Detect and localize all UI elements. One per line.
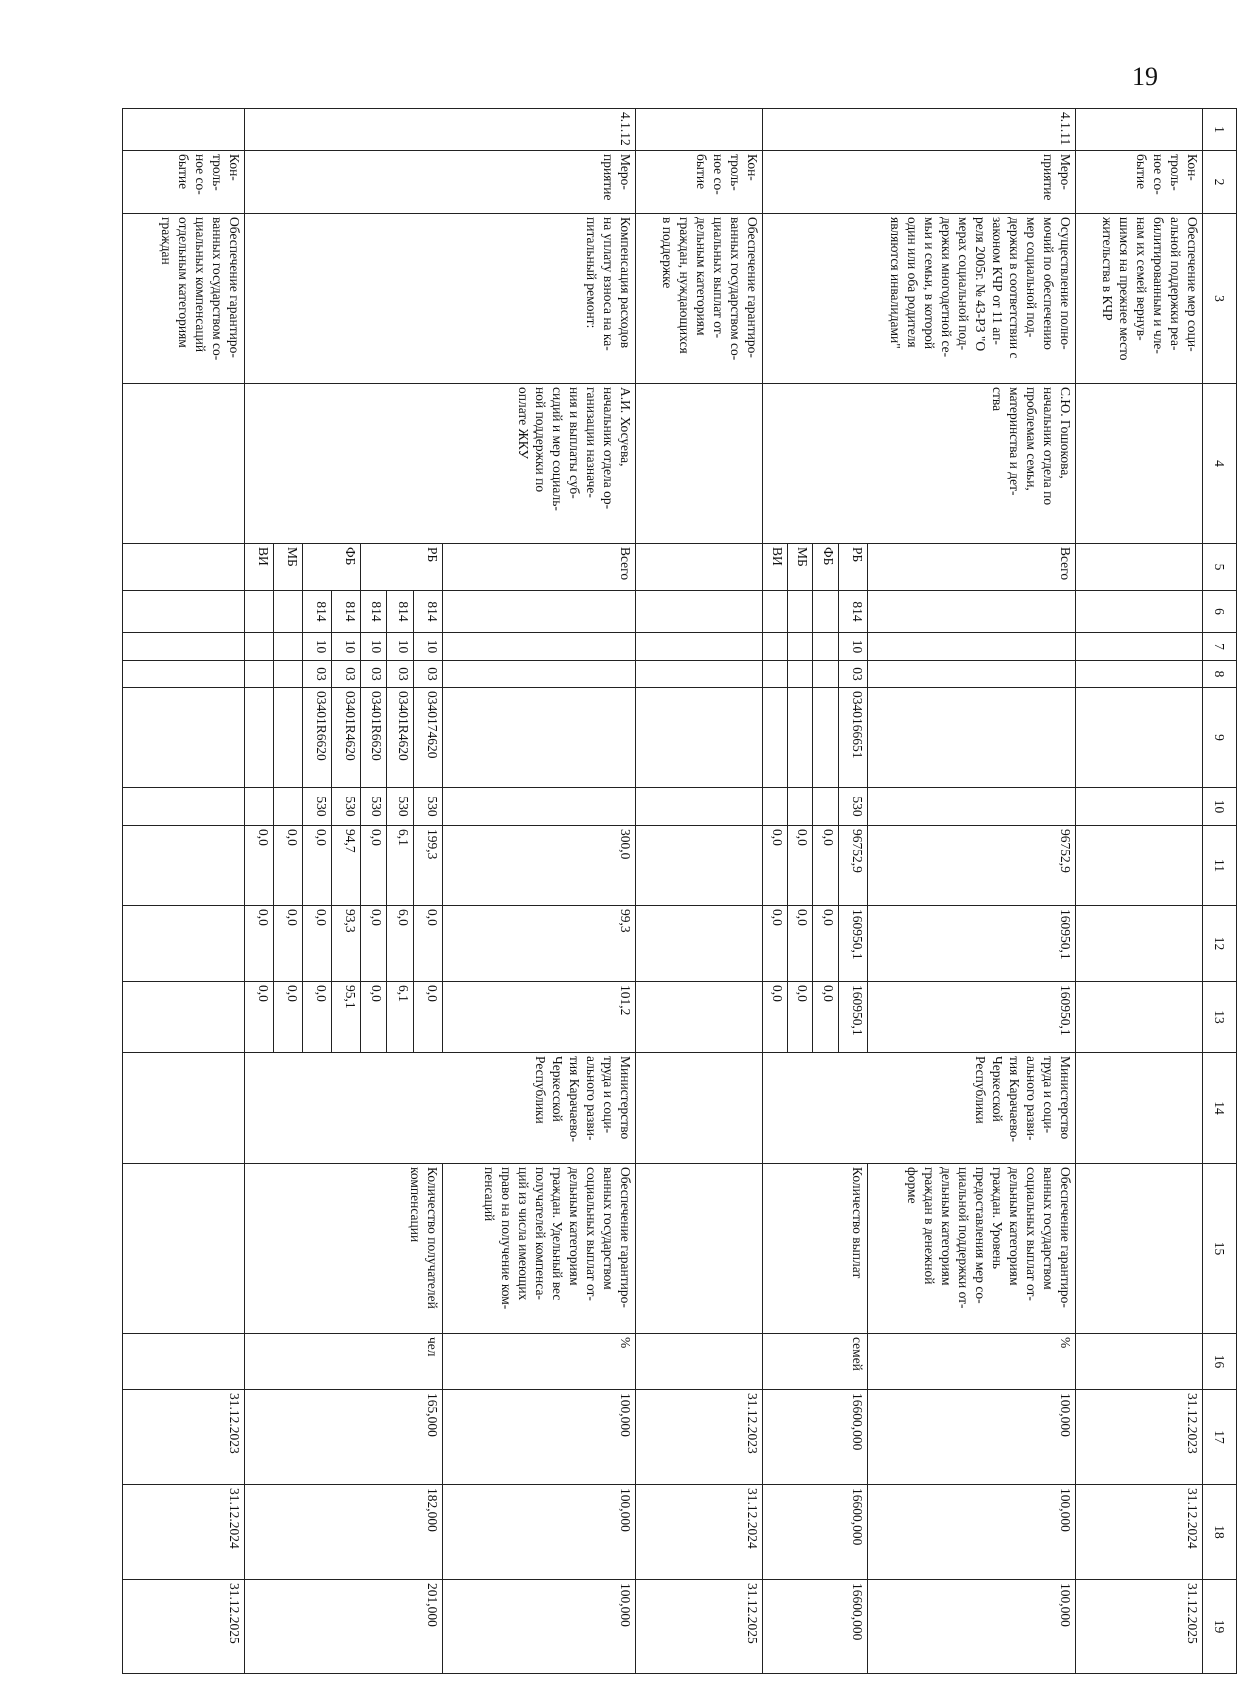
- date-2025: 31.12.2025: [1076, 1580, 1203, 1674]
- indicator-value: 16600,000: [762, 1580, 867, 1674]
- amount: 96752,9: [838, 826, 867, 906]
- row-name: Компенсация расходов на уплату взноса на ка- питальный ремонт:: [245, 214, 636, 384]
- col-header: 12: [1203, 906, 1237, 982]
- amount: 0,0: [762, 982, 787, 1053]
- total-2023: 96752,9: [867, 826, 1076, 906]
- vr-code: 530: [302, 788, 331, 826]
- amount: 0,0: [360, 826, 387, 906]
- pr-code: 03: [838, 661, 867, 688]
- grbs-code: 814: [360, 591, 387, 633]
- pr-code: 03: [302, 661, 331, 688]
- total-2023: 300,0: [442, 826, 635, 906]
- row-name: Обеспечение гарантиро- ванных государством со- циальных выплат от- дельным категориям граждан, нуждающихся в поддержке: [636, 214, 763, 384]
- vr-code: 530: [331, 788, 360, 826]
- total-2025: 160950,1: [867, 982, 1076, 1053]
- amount: 160950,1: [838, 982, 867, 1053]
- date-2024: 31.12.2024: [1076, 1485, 1203, 1580]
- amount: 160950,1: [838, 906, 867, 982]
- row-type: Кон- троль- ное со- бытие: [1076, 151, 1203, 214]
- col-header: 4: [1203, 384, 1237, 544]
- total-2024: 99,3: [442, 906, 635, 982]
- indicator-value: 165,000: [245, 1390, 443, 1485]
- col-header: 2: [1203, 151, 1237, 214]
- ministry: Министерство труда и соци- ального разви- тия Карачаево- Черкесской Республики: [762, 1053, 1076, 1164]
- ministry: Министерство труда и соци- ального разви- тия Карачаево- Черкесской Республики: [245, 1053, 636, 1164]
- vr-code: 530: [387, 788, 414, 826]
- indicator-unit: %: [442, 1334, 635, 1390]
- col-header: 5: [1203, 544, 1237, 591]
- vr-code: 530: [360, 788, 387, 826]
- csr-code: 03401R6620: [360, 688, 387, 788]
- pr-code: 03: [387, 661, 414, 688]
- amount: 0,0: [302, 826, 331, 906]
- responsible-person: А.И. Хосуева, начальник отдела ор- ганизации назначе- ния и выплаты суб- сидий и мер социаль- ной поддержки по оплате ЖКУ: [245, 384, 636, 544]
- indicator-text: Обеспечение гарантиро- ванных государством социальных выплат от- дельным категориям граждан. Удельный вес получателей компенса- ций из числа имеющих право на получение ком- пенсаций: [442, 1164, 635, 1334]
- vr-code: 530: [838, 788, 867, 826]
- amount: 0,0: [273, 906, 302, 982]
- col-header: 8: [1203, 661, 1237, 688]
- indicator-value: 100,000: [442, 1580, 635, 1674]
- amount: 0,0: [788, 982, 813, 1053]
- pr-code: 03: [331, 661, 360, 688]
- indicator-text: Количество получателей компенсации: [245, 1164, 443, 1334]
- total-label: Всего: [442, 544, 635, 591]
- pr-code: 03: [413, 661, 442, 688]
- csr-code: 03401R4620: [331, 688, 360, 788]
- row-name: Обеспечение мер соци- альной поддержки реа- билитированным и чле- нам их семей вернув- шимся на прежнее место жительства в КЧР: [1076, 214, 1203, 384]
- row-code: 4.1.11: [762, 109, 1076, 151]
- amount: 0,0: [273, 826, 302, 906]
- row-name: Обеспечение гарантиро- ванных государством со- циальных компенсаций отдельным категориям граждан: [123, 214, 245, 384]
- row-type: Меро- приятие: [245, 151, 636, 214]
- csr-code: 0340174620: [413, 688, 442, 788]
- budget-label: ФБ: [302, 544, 360, 591]
- budget-label: МБ: [273, 544, 302, 591]
- landscape-content: [122, 108, 1237, 1673]
- amount: 0,0: [360, 906, 387, 982]
- col-header: 3: [1203, 214, 1237, 384]
- grbs-code: 814: [838, 591, 867, 633]
- indicator-text: Количество выплат: [762, 1164, 867, 1334]
- col-header: 19: [1203, 1580, 1237, 1674]
- amount: 0,0: [245, 982, 274, 1053]
- row-code: 4.1.12: [245, 109, 636, 151]
- rz-code: 10: [387, 633, 414, 661]
- indicator-value: 100,000: [867, 1390, 1076, 1485]
- col-header: 11: [1203, 826, 1237, 906]
- indicator-value: 201,000: [245, 1580, 443, 1674]
- date-2023: 31.12.2023: [123, 1390, 245, 1485]
- budget-label: ВИ: [245, 544, 274, 591]
- col-header: 15: [1203, 1164, 1237, 1334]
- total-2025: 101,2: [442, 982, 635, 1053]
- budget-label: ФБ: [813, 544, 838, 591]
- amount: 0,0: [302, 906, 331, 982]
- indicator-value: 100,000: [867, 1485, 1076, 1580]
- indicator-value: 182,000: [245, 1485, 443, 1580]
- csr-code: 03401R6620: [302, 688, 331, 788]
- indicator-value: 100,000: [867, 1580, 1076, 1674]
- date-2024: 31.12.2024: [123, 1485, 245, 1580]
- page-number: 19: [1132, 62, 1158, 91]
- amount: 0,0: [360, 982, 387, 1053]
- amount: 0,0: [413, 906, 442, 982]
- row-type: Меро- приятие: [762, 151, 1076, 214]
- date-2025: 31.12.2025: [123, 1580, 245, 1674]
- amount: 94,7: [331, 826, 360, 906]
- total-2024: 160950,1: [867, 906, 1076, 982]
- amount: 0,0: [813, 982, 838, 1053]
- amount: 93,3: [331, 906, 360, 982]
- csr-code: 03401R4620: [387, 688, 414, 788]
- row-name: Осуществление полно- мочий по обеспечению мер социальной под- держки в соответствии с законом КЧР от 11 ап- реля 2005г. № 43-РЗ "О мерах социальной под- держки многодетной се- мьи и семьи, в которой один или оба родителя являются инвалидами": [762, 214, 1076, 384]
- col-header: 10: [1203, 788, 1237, 826]
- amount: 0,0: [273, 982, 302, 1053]
- grbs-code: 814: [413, 591, 442, 633]
- col-header: 1: [1203, 109, 1237, 151]
- budget-label: РБ: [360, 544, 442, 591]
- amount: 0,0: [245, 826, 274, 906]
- rz-code: 10: [360, 633, 387, 661]
- program-table: [122, 108, 1237, 1674]
- indicator-unit: семей: [762, 1334, 867, 1390]
- table-row: [867, 109, 1076, 1674]
- col-header: 7: [1203, 633, 1237, 661]
- amount: 0,0: [813, 826, 838, 906]
- amount: 0,0: [813, 906, 838, 982]
- indicator-value: 100,000: [442, 1485, 635, 1580]
- budget-label: РБ: [838, 544, 867, 591]
- amount: 6,0: [387, 906, 414, 982]
- amount: 95,1: [331, 982, 360, 1053]
- table-row: [442, 109, 635, 1674]
- col-header: 9: [1203, 688, 1237, 788]
- col-header: 13: [1203, 982, 1237, 1053]
- amount: 0,0: [762, 826, 787, 906]
- rz-code: 10: [302, 633, 331, 661]
- col-header: 16: [1203, 1334, 1237, 1390]
- vr-code: 530: [413, 788, 442, 826]
- header-row: [1203, 109, 1237, 1674]
- indicator-unit: чел: [245, 1334, 443, 1390]
- indicator-unit: %: [867, 1334, 1076, 1390]
- grbs-code: 814: [302, 591, 331, 633]
- pr-code: 03: [360, 661, 387, 688]
- row-type: Кон- троль- ное со- бытие: [123, 151, 245, 214]
- row-type: Кон- троль- ное со- бытие: [636, 151, 763, 214]
- amount: 199,3: [413, 826, 442, 906]
- amount: 0,0: [245, 906, 274, 982]
- amount: 6,1: [387, 826, 414, 906]
- indicator-value: 16600,000: [762, 1390, 867, 1485]
- budget-label: МБ: [788, 544, 813, 591]
- amount: 0,0: [302, 982, 331, 1053]
- responsible-person: С.Ю. Гошокова, начальник отдела по проблемам семьи, материнства и дет- ства: [762, 384, 1076, 544]
- date-2024: 31.12.2024: [636, 1485, 763, 1580]
- amount: 0,0: [788, 906, 813, 982]
- budget-label: ВИ: [762, 544, 787, 591]
- csr-code: 0340166651: [838, 688, 867, 788]
- amount: 0,0: [788, 826, 813, 906]
- indicator-value: 16600,000: [762, 1485, 867, 1580]
- col-header: 18: [1203, 1485, 1237, 1580]
- indicator-value: 100,000: [442, 1390, 635, 1485]
- total-label: Всего: [867, 544, 1076, 591]
- col-header: 17: [1203, 1390, 1237, 1485]
- amount: 6,1: [387, 982, 414, 1053]
- date-2023: 31.12.2023: [1076, 1390, 1203, 1485]
- grbs-code: 814: [387, 591, 414, 633]
- col-header: 14: [1203, 1053, 1237, 1164]
- grbs-code: 814: [331, 591, 360, 633]
- col-header: 6: [1203, 591, 1237, 633]
- date-2023: 31.12.2023: [636, 1390, 763, 1485]
- rz-code: 10: [838, 633, 867, 661]
- table-row: [636, 109, 763, 1674]
- amount: 0,0: [762, 906, 787, 982]
- indicator-text: Обеспечение гарантиро- ванных государством социальных выплат от- дельным категориям граждан. Уровень предоставления мер со- циальной поддержки от- дельным категориям граждан в денежной форме: [867, 1164, 1076, 1334]
- rz-code: 10: [413, 633, 442, 661]
- rz-code: 10: [331, 633, 360, 661]
- date-2025: 31.12.2025: [636, 1580, 763, 1674]
- table-row: [123, 109, 245, 1674]
- amount: 0,0: [413, 982, 442, 1053]
- table-row: [1076, 109, 1203, 1674]
